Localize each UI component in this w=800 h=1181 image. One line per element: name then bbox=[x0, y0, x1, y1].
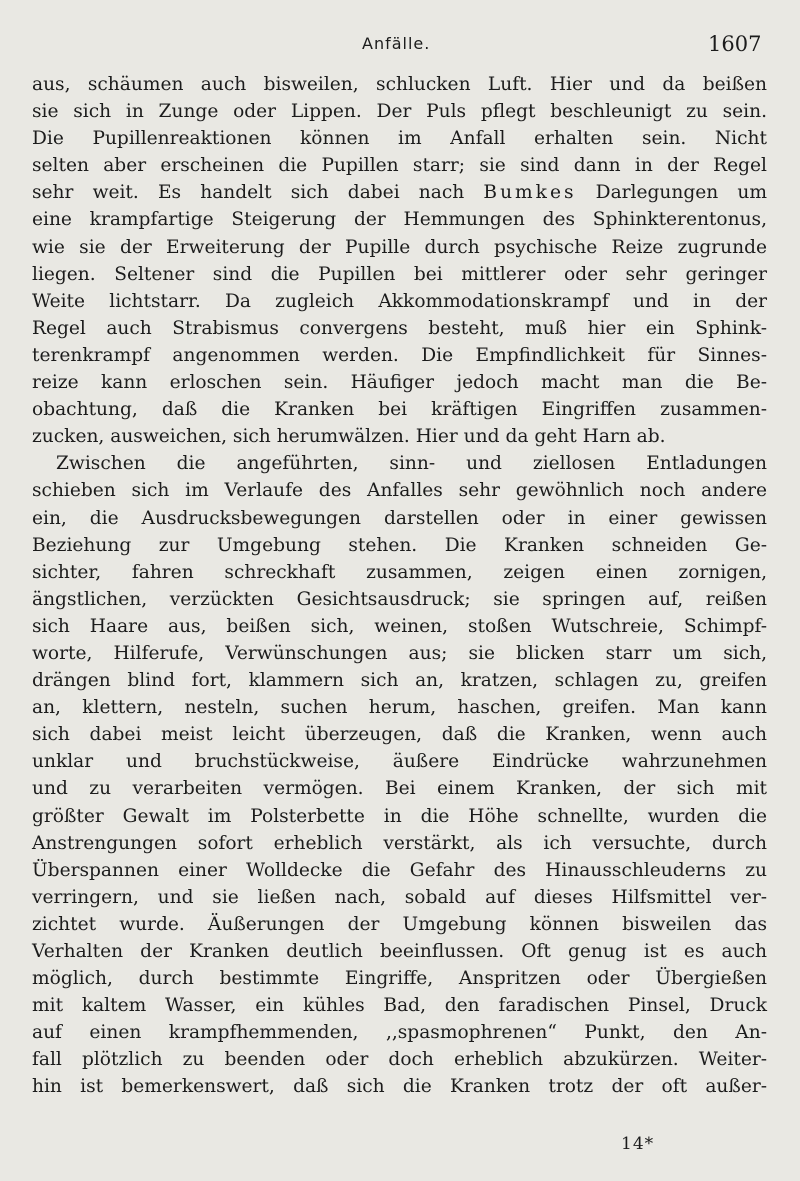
text-line: verringern, und sie ließen nach, sobald auf dieses Hilfsmittel ver- bbox=[32, 886, 767, 908]
text-line: Weite lichtstarr. Da zugleich Akkommodationskrampf und in der bbox=[32, 290, 767, 312]
text-line: möglich, durch bestimmte Eingriffe, Anspritzen oder Übergießen bbox=[32, 968, 767, 990]
text-line: mit kaltem Wasser, ein kühles Bad, den faradischen Pinsel, Druck bbox=[32, 995, 767, 1017]
text-line: unklar und bruchstückweise, äußere Eindrücke wahrzunehmen bbox=[32, 751, 767, 773]
text-line: obachtung, daß die Kranken bei kräftigen Eingriffen zusammen- bbox=[32, 399, 767, 421]
text-line: reize kann erloschen sein. Häufiger jedoch macht man die Be- bbox=[32, 372, 767, 394]
text-line: fall plötzlich zu beenden oder doch erheblich abzukürzen. Weiter- bbox=[32, 1049, 767, 1071]
text-line: sichter, fahren schreckhaft zusammen, zeigen einen zornigen, bbox=[32, 561, 767, 583]
text-run: Darlegungen um bbox=[576, 182, 767, 204]
text-line: größter Gewalt im Polsterbette in die Höhe schnellte, wurden die bbox=[32, 805, 767, 827]
text-run: sehr weit. Es handelt sich dabei nach bbox=[32, 182, 484, 204]
text-line: zucken, ausweichen, sich herumwälzen. Hier und da geht Harn ab. bbox=[32, 426, 666, 448]
text-line: Regel auch Strabismus convergens besteht, muß hier ein Sphink- bbox=[32, 317, 767, 339]
text-line: an, klettern, nesteln, suchen herum, haschen, greifen. Man kann bbox=[32, 697, 767, 719]
text-line: sie sich in Zunge oder Lippen. Der Puls pflegt beschleunigt zu sein. bbox=[32, 101, 767, 123]
text-line: drängen blind fort, klammern sich an, kratzen, schlagen zu, greifen bbox=[32, 670, 767, 692]
page-number: 1607 bbox=[708, 32, 762, 56]
text-line: sich dabei meist leicht überzeugen, daß die Kranken, wenn auch bbox=[32, 724, 767, 746]
text-line: Überspannen einer Wolldecke die Gefahr des Hinausschleuderns zu bbox=[32, 859, 767, 881]
text-line: eine krampfartige Steigerung der Hemmungen des Sphinkterentonus, bbox=[32, 209, 767, 231]
text-line: worte, Hilferufe, Verwünschungen aus; sie blicken starr um sich, bbox=[32, 642, 767, 664]
text-line: schieben sich im Verlaufe des Anfalles sehr gewöhnlich noch andere bbox=[32, 480, 767, 502]
body-text bbox=[32, 71, 767, 1101]
sheet-signature: 14* bbox=[621, 1134, 655, 1154]
text-line: terenkrampf angenommen werden. Die Empfindlichkeit für Sinnes- bbox=[32, 344, 767, 366]
text-line: ängstlichen, verzückten Gesichtsausdruck; sie springen auf, reißen bbox=[32, 588, 767, 610]
text-line: Beziehung zur Umgebung stehen. Die Kranken schneiden Ge- bbox=[32, 534, 767, 556]
text-line: wie sie der Erweiterung der Pupille durch psychische Reize zugrunde bbox=[32, 236, 767, 258]
text-line: und zu verarbeiten vermögen. Bei einem Kranken, der sich mit bbox=[32, 778, 767, 800]
text-line: liegen. Seltener sind die Pupillen bei mittlerer oder sehr geringer bbox=[32, 263, 767, 285]
text-line: Verhalten der Kranken deutlich beeinflussen. Oft genug ist es auch bbox=[32, 941, 767, 962]
text-line: zichtet wurde. Äußerungen der Umgebung können bisweilen das bbox=[32, 913, 767, 935]
text-line: Zwischen die angeführten, sinn- und ziellosen Entladungen bbox=[56, 453, 767, 475]
text-line: selten aber erscheinen die Pupillen starr; sie sind dann in der Regel bbox=[32, 155, 767, 177]
author-name: Bumkes bbox=[483, 182, 577, 204]
text-line: aus, schäumen auch bisweilen, schlucken Luft. Hier und da beißen bbox=[32, 74, 767, 95]
text-line: Die Pupillenreaktionen können im Anfall erhalten sein. Nicht bbox=[32, 128, 767, 150]
text-line: ein, die Ausdrucksbewegungen darstellen oder in einer gewissen bbox=[32, 507, 767, 529]
text-line: sich Haare aus, beißen sich, weinen, stoßen Wutschreie, Schimpf- bbox=[32, 615, 767, 637]
text-line: auf einen krampfhemmenden, ,,spasmophrenen“ Punkt, den An- bbox=[32, 1022, 767, 1044]
text-line bbox=[32, 179, 767, 206]
page-header bbox=[0, 32, 800, 60]
running-title: Anfälle. bbox=[362, 34, 431, 53]
text-line: hin ist bemerkenswert, daß sich die Kranken trotz der oft außer- bbox=[32, 1076, 767, 1098]
text-line: Anstrengungen sofort erheblich verstärkt, als ich versuchte, durch bbox=[32, 832, 767, 854]
